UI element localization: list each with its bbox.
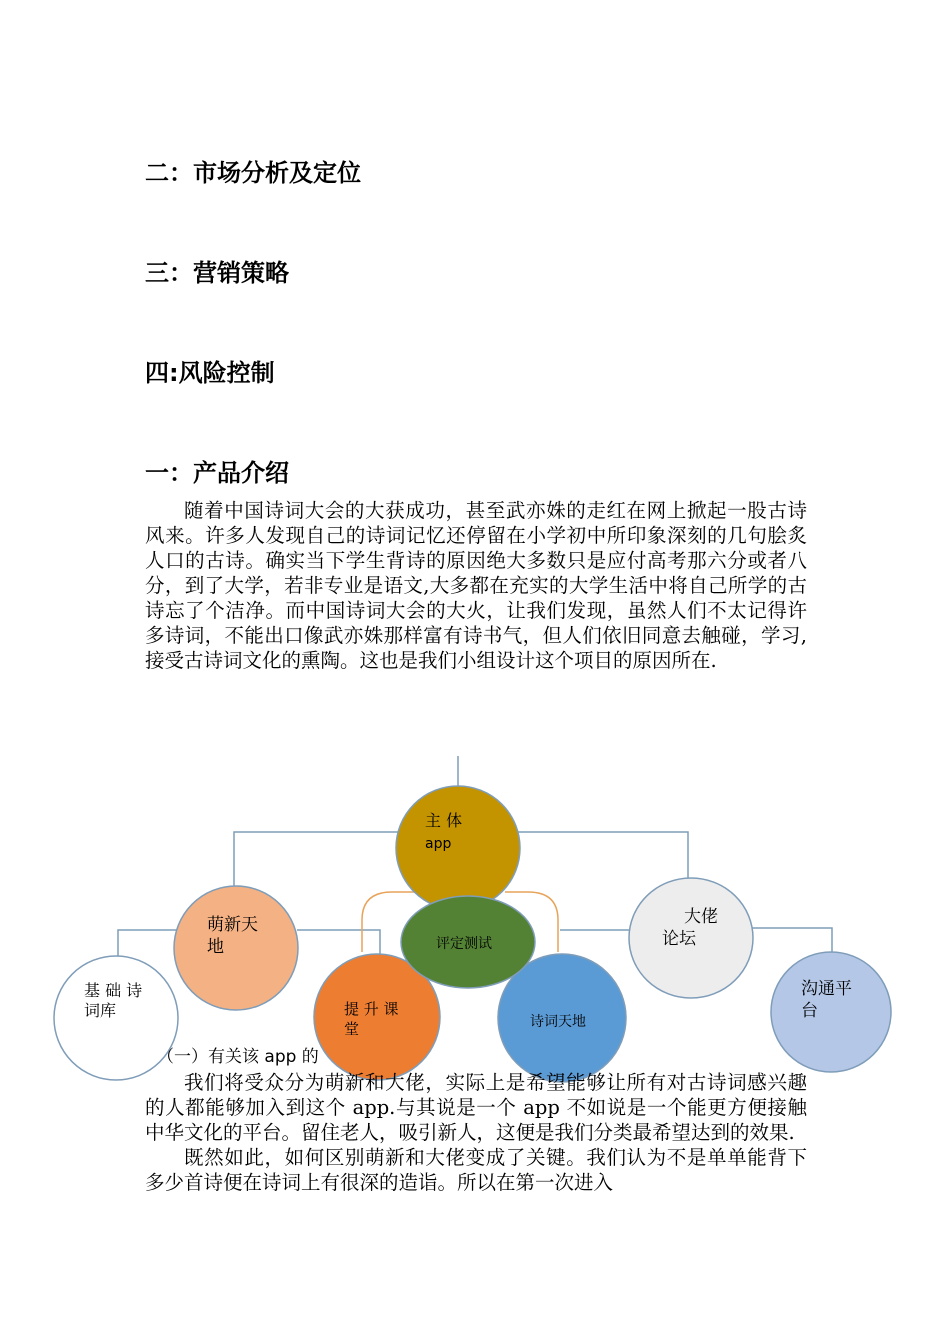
node-mengxin: [174, 886, 298, 1010]
heading-market-analysis: 二：市场分析及定位: [145, 159, 361, 187]
node-jichu-label-1: 基 础 诗: [84, 981, 143, 1000]
node-mengxin-label-2: 地: [207, 937, 224, 957]
node-goutong-label-1: 沟通平: [801, 979, 852, 999]
node-tisheng-label-2: 堂: [344, 1020, 360, 1038]
app-section: [145, 1045, 807, 1195]
node-main-label-1: 主 体: [425, 811, 463, 830]
intro-section: [145, 498, 807, 673]
node-jichu-label-2: 词库: [84, 1001, 117, 1020]
node-pingding-label: 评定测试: [436, 936, 492, 952]
intro-paragraph: 随着中国诗词大会的大获成功，甚至武亦姝的走红在网上掀起一股古诗风来。许多人发现自己的诗词记忆还停留在小学初中所印象深刻的几句脍炙人口的古诗。确实当下学生背诗的原因绝大多数只是应付高考那六分或者八分，到了大学，若非专业是语文,大多都在充实的大学生活中将自己所学的古诗忘了个洁净。而中国诗词大会的大火，让我们发现，虽然人们不太记得许多诗词，不能出口像武亦姝那样富有诗书气，但人们依旧同意去触碰，学习,接受古诗词文化的熏陶。这也是我们小组设计这个项目的原因所在.: [145, 499, 807, 672]
heading-product-intro: 一：产品介绍: [145, 459, 289, 487]
node-dalao-label-1: 大佬: [684, 907, 718, 927]
node-main-app: [396, 786, 520, 910]
heading-marketing-strategy: 三：营销策略: [145, 259, 289, 287]
node-dalao-label-2: 论坛: [662, 929, 696, 949]
node-goutong-label-2: 台: [801, 1001, 818, 1021]
node-mengxin-label-1: 萌新天: [207, 915, 258, 935]
heading-risk-control: 四:风险控制: [145, 359, 275, 387]
node-dalao: [629, 878, 753, 998]
subsection-title: （一）有关该 app 的: [157, 1047, 319, 1067]
paragraph-audience: 我们将受众分为萌新和大佬，实际上是希望能够让所有对古诗词感兴趣的人都能够加入到这个 app.与其说是一个 app 不如说是一个能更方便接触中华文化的平台。留住老人，吸引新人，这便是我们分类最希望达到的效果.: [145, 1071, 807, 1144]
paragraph-classification: 既然如此，如何区别萌新和大佬变成了关键。我们认为不是单单能背下多少首诗便在诗词上有很深的造诣。所以在第一次进入: [145, 1146, 807, 1194]
node-shici-label: 诗词天地: [530, 1014, 586, 1030]
node-tisheng-label-1: 提 升 课: [344, 1000, 399, 1018]
node-pingding: [401, 896, 535, 988]
node-main-label-2: app: [425, 836, 452, 852]
